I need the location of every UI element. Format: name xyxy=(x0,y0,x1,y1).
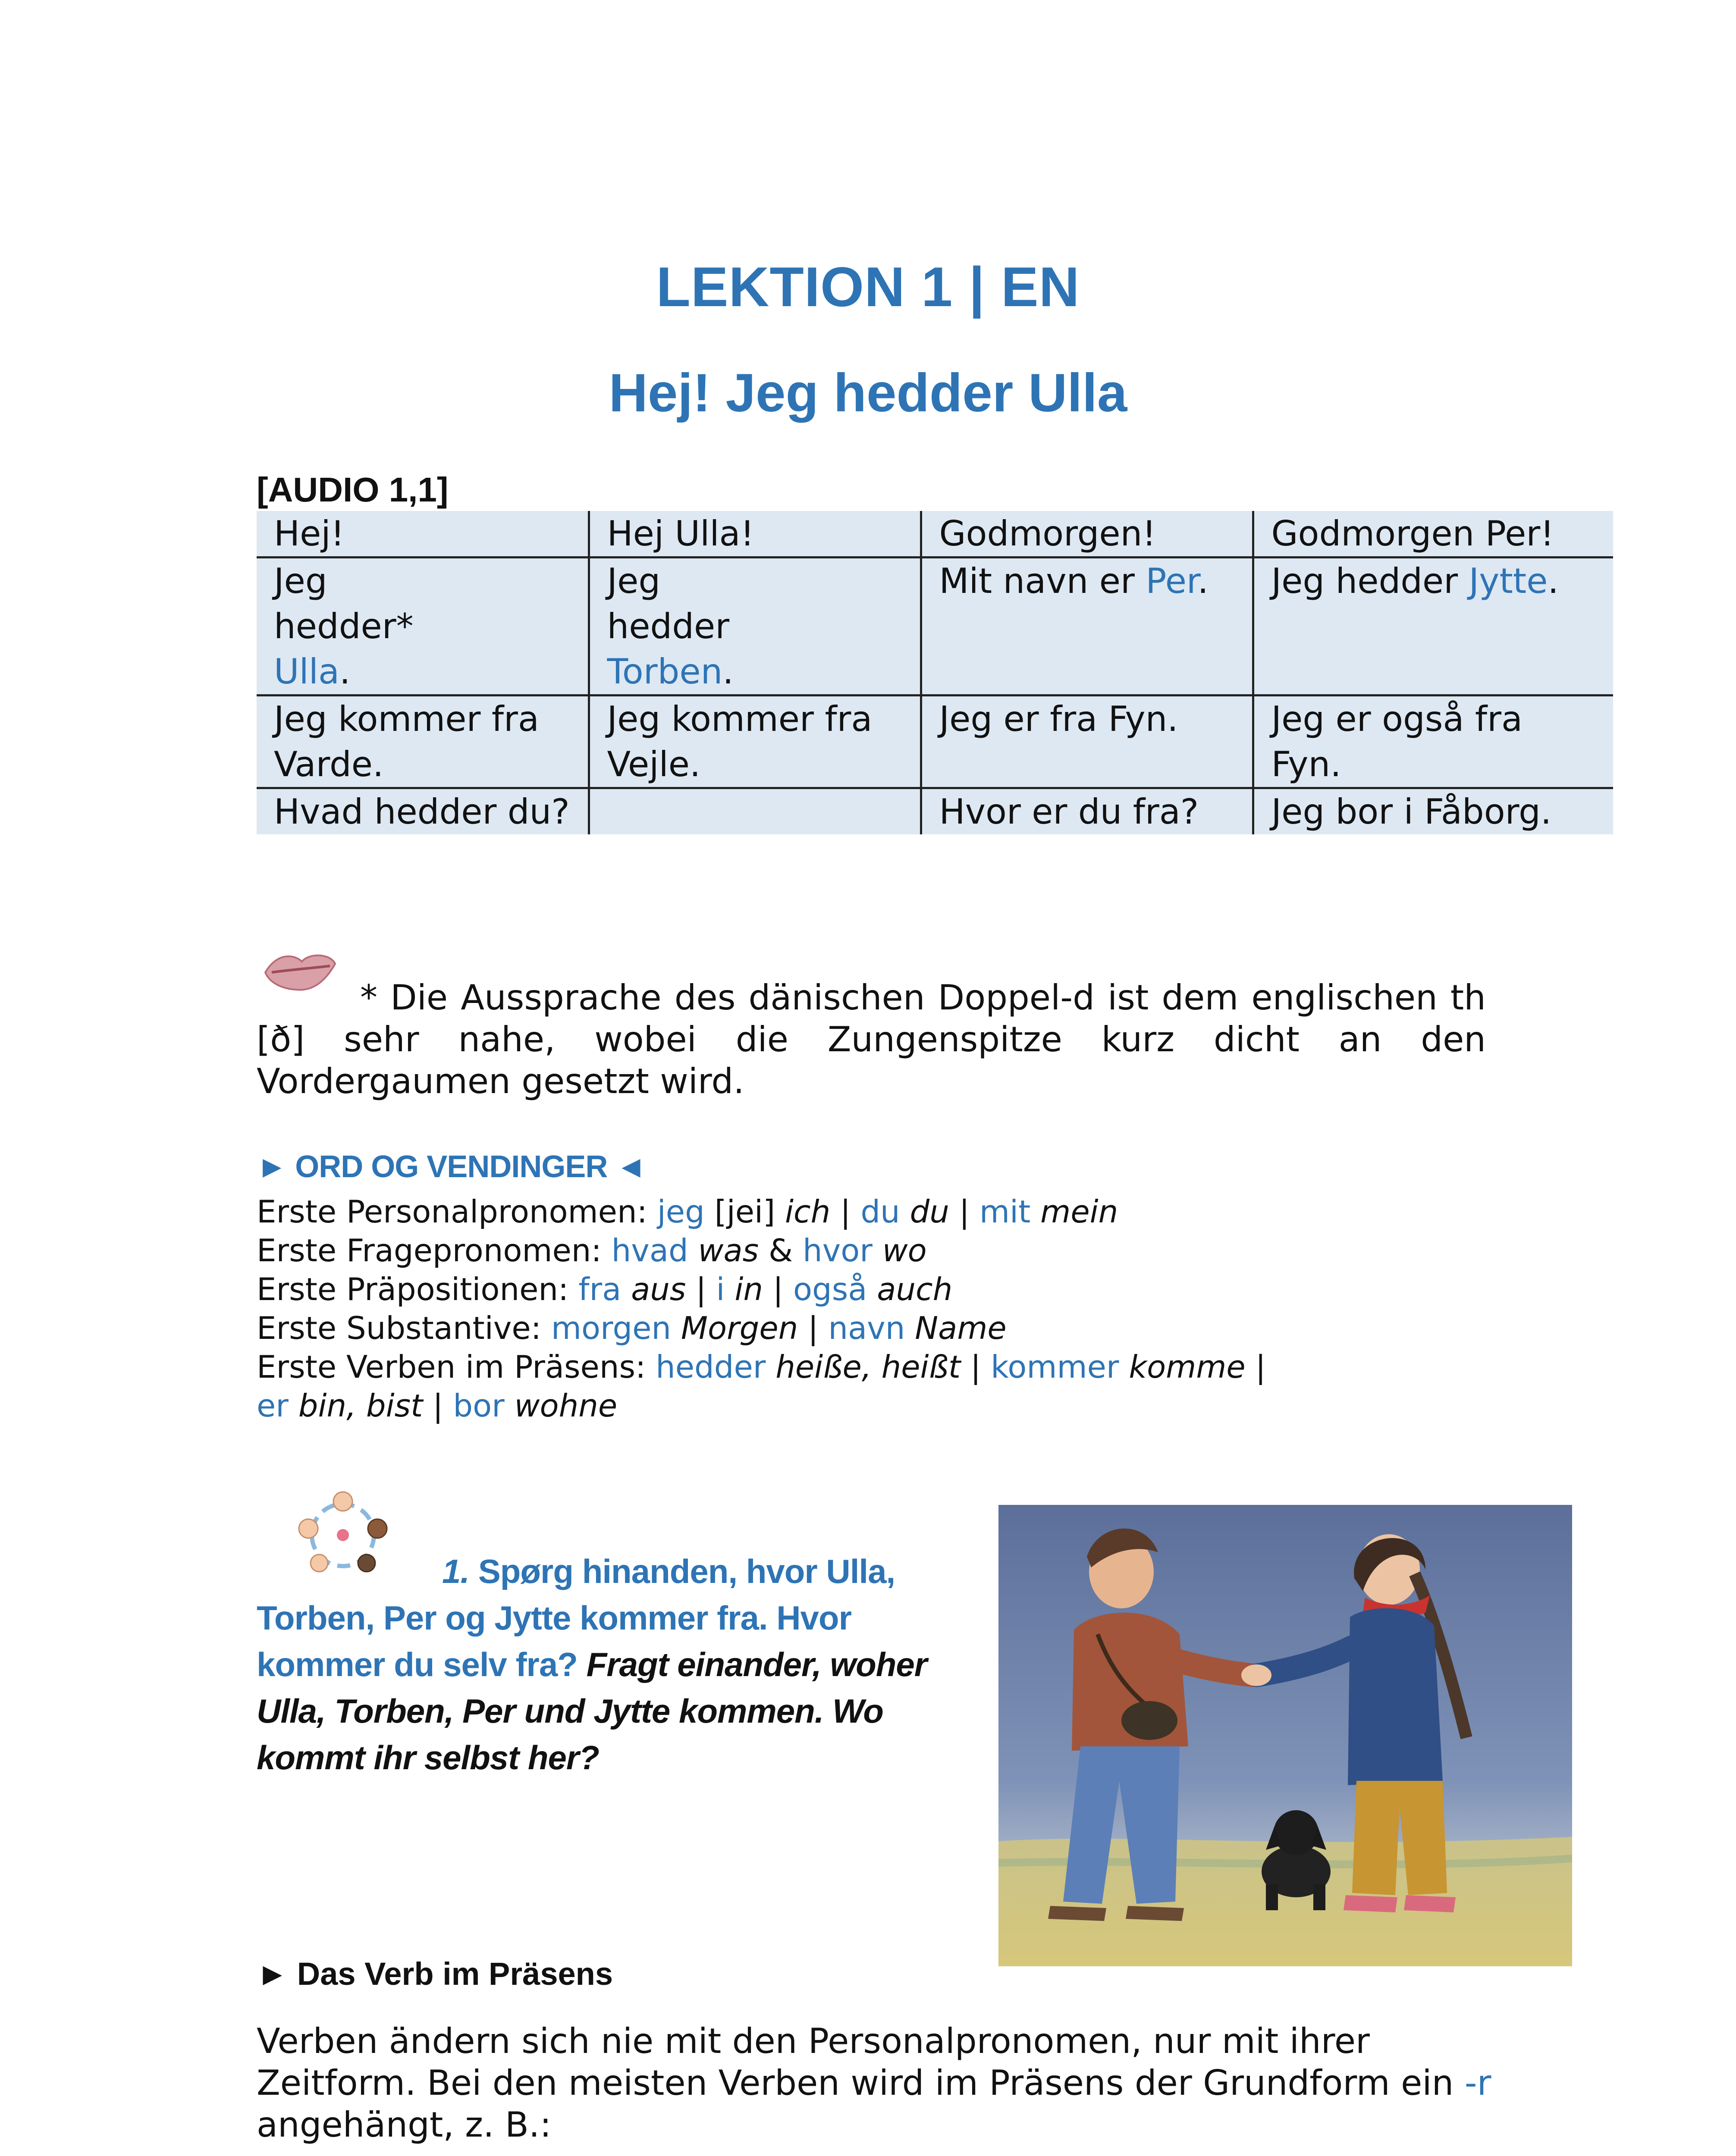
lesson-subtitle: Hej! Jeg hedder Ulla xyxy=(609,363,1127,423)
name-ulla: Ulla xyxy=(274,652,340,692)
table-cell xyxy=(589,558,921,696)
list-item xyxy=(257,1231,1266,1270)
table-cell: Jeg er også fra Fyn. xyxy=(1253,696,1613,788)
vocab-translation: wo xyxy=(872,1232,927,1269)
separator: | xyxy=(763,1271,793,1307)
list-item xyxy=(257,1386,1266,1425)
table-cell xyxy=(1253,558,1613,696)
name-jytte: Jytte xyxy=(1469,561,1548,601)
vocab-label: Erste Verben im Präsens: xyxy=(257,1349,656,1385)
vocab-label: Erste Substantive: xyxy=(257,1310,551,1346)
cell-text: Jeg xyxy=(607,561,661,601)
exercise-danish: Spørg hinanden, hvor Ulla, Torben, Per og Jytte kommer fra. Hvor kommer du selv fra? xyxy=(257,1552,895,1683)
table-cell: Jeg bor i Fåborg. xyxy=(1253,788,1613,835)
cell-text: . xyxy=(1197,561,1209,601)
separator: | xyxy=(686,1271,716,1307)
table-cell: Godmorgen! xyxy=(921,511,1253,558)
table-row xyxy=(257,558,1613,696)
exercise-1 xyxy=(257,1548,973,1781)
cell-text: hedder* xyxy=(274,606,414,646)
separator: | xyxy=(949,1194,979,1230)
table-cell: Hvor er du fra? xyxy=(921,788,1253,835)
vocab-word: morgen xyxy=(551,1310,671,1346)
vocab-translation: aus xyxy=(621,1271,686,1307)
separator: | xyxy=(961,1349,991,1385)
vocab-label: Erste Präpositionen: xyxy=(257,1271,579,1307)
cell-text: . xyxy=(339,652,351,692)
vocab-translation: ich xyxy=(785,1194,831,1230)
vocab-word: hvor xyxy=(803,1232,873,1269)
table-cell xyxy=(921,558,1253,696)
list-item xyxy=(257,1309,1266,1348)
cell-text: Jeg hedder xyxy=(1271,561,1469,601)
verb-suffix: -r xyxy=(1464,2063,1491,2103)
separator: | xyxy=(423,1388,453,1424)
ord-heading: ► ORD OG VENDINGER ◄ xyxy=(257,1150,646,1184)
table-cell: Jeg kommer fra Vejle. xyxy=(589,696,921,788)
list-item xyxy=(257,1348,1266,1386)
vocab-word: jeg xyxy=(657,1194,705,1230)
pronunciation-note xyxy=(257,977,1486,1102)
table-row xyxy=(257,788,1613,835)
vocab-translation: in xyxy=(725,1271,763,1307)
verb-text: Verben ändern sich nie mit den Personalpronomen, nur mit ihrer Zeitform. Bei den meisten Verben wird im Präsens der Grundform ein xyxy=(257,2021,1465,2103)
vocab-word: også xyxy=(793,1271,867,1307)
vocabulary-list xyxy=(257,1192,1266,1425)
vocab-translation: wohne xyxy=(504,1388,618,1424)
vocab-word: kommer xyxy=(991,1349,1119,1385)
table-cell: Jeg er fra Fyn. xyxy=(921,696,1253,788)
vocab-word: du xyxy=(860,1194,900,1230)
vocab-translation: du xyxy=(900,1194,949,1230)
table-cell: Jeg kommer fra Varde. xyxy=(257,696,589,788)
vocab-translation: was xyxy=(688,1232,759,1269)
table-cell: Hej Ulla! xyxy=(589,511,921,558)
name-per: Per xyxy=(1146,561,1198,601)
name-torben: Torben xyxy=(607,652,723,692)
vocab-phonetic: [jei] xyxy=(704,1194,785,1230)
vocab-translation: Morgen xyxy=(671,1310,798,1346)
list-item xyxy=(257,1270,1266,1309)
list-item xyxy=(257,1192,1266,1231)
table-cell xyxy=(257,558,589,696)
vocab-word: hedder xyxy=(656,1349,766,1385)
table-cell: Godmorgen Per! xyxy=(1253,511,1613,558)
table-cell: Hvad hedder du? xyxy=(274,792,570,832)
cell-text: . xyxy=(1548,561,1559,601)
cell-text: Mit navn er xyxy=(939,561,1146,601)
vocab-label: Erste Fragepronomen: xyxy=(257,1232,612,1269)
cell-text: hedder xyxy=(607,606,730,646)
vocab-word: navn xyxy=(828,1310,905,1346)
verb-heading: ► Das Verb im Präsens xyxy=(257,1956,613,1992)
table-row xyxy=(257,696,1613,788)
verb-text: angehängt, z. B.: xyxy=(257,2105,552,2145)
note-text: * Die Aussprache des dänischen Doppel-d ist dem englischen th [ð] sehr nahe, wobei die Zungenspitze kurz dicht an den Vordergaumen gesetzt wird. xyxy=(257,978,1486,1101)
vocab-word: er xyxy=(257,1388,289,1424)
separator: | xyxy=(1245,1349,1266,1385)
vocab-word: bor xyxy=(453,1388,505,1424)
vocab-word: hvad xyxy=(611,1232,688,1269)
vocab-translation: mein xyxy=(1030,1194,1118,1230)
table-cell xyxy=(589,788,921,835)
verb-explanation xyxy=(257,2020,1494,2146)
dialog-table xyxy=(257,511,1613,834)
cell-text: Jeg xyxy=(274,561,327,601)
audio-label: [AUDIO 1,1] xyxy=(257,470,449,509)
vocab-translation: auch xyxy=(867,1271,953,1307)
vocab-word: fra xyxy=(578,1271,622,1307)
vocab-word: i xyxy=(716,1271,725,1307)
vocab-translation: komme xyxy=(1119,1349,1246,1385)
separator: & xyxy=(759,1232,803,1269)
vocab-word: mit xyxy=(979,1194,1031,1230)
vocab-translation: bin, bist xyxy=(288,1388,423,1424)
greeting-painting xyxy=(998,1505,1572,1966)
vocab-translation: heiße, heißt xyxy=(766,1349,961,1385)
exercise-number: 1. xyxy=(442,1552,470,1590)
table-cell: Hej! xyxy=(257,511,589,558)
vocab-translation: Name xyxy=(905,1310,1007,1346)
lesson-title: LEKTION 1 | EN xyxy=(656,255,1080,318)
exercise-german: Fragt einander, woher Ulla, Torben, Per und Jytte kommen. Wo kommt ihr selbst her? xyxy=(257,1645,927,1777)
table-row xyxy=(257,511,1613,558)
separator: | xyxy=(798,1310,829,1346)
vocab-label: Erste Personalpronomen: xyxy=(257,1194,657,1230)
separator: | xyxy=(830,1194,861,1230)
cell-text: . xyxy=(722,652,734,692)
